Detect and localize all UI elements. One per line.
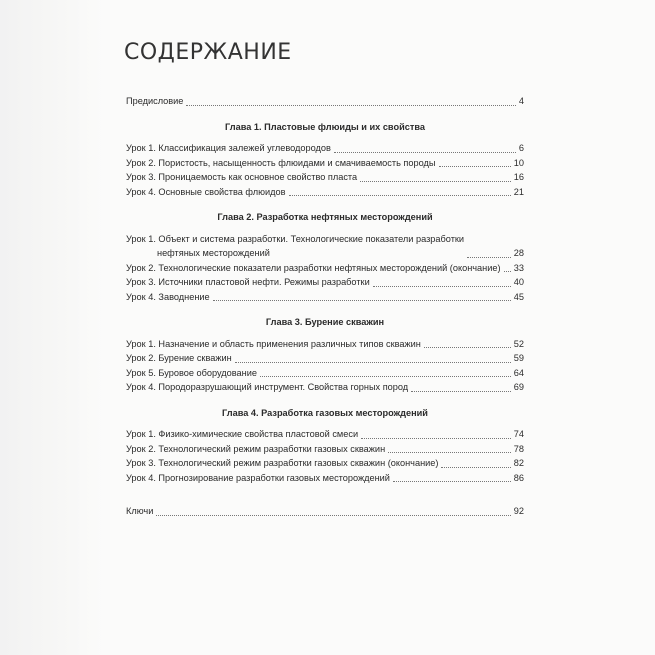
toc-entry[interactable] [126,380,524,395]
toc-entry-label: Урок 2. Бурение скважин [126,353,232,363]
toc-entry[interactable] [126,351,524,366]
page-title: СОДЕРЖАНИЕ [124,40,292,65]
toc-entry[interactable] [126,471,524,486]
page-gutter [0,0,104,655]
toc-entry-page: 64 [513,367,524,378]
leader-dots [186,105,515,106]
chapter-title[interactable]: Глава 3. Бурение скважин [265,317,385,327]
toc-entry-label: Урок 5. Буровое оборудование [126,367,257,378]
leader-dots [439,166,511,167]
toc-entry-label-line2: нефтяных месторождений [157,248,270,258]
toc-entry-label: Предисловие [126,96,184,106]
toc-entry-page: 21 [513,186,524,197]
toc-entry-label: Урок 4. Прогнозирование разработки газовых месторождений [126,472,390,483]
leader-dots [289,195,511,196]
toc-entry-page: 4 [518,96,524,106]
leader-dots [213,300,511,301]
toc-entry-page: 33 [513,262,524,273]
toc-entry-page: 82 [513,458,524,468]
toc-entry-label: Урок 1. Классификация залежей углеводородов [126,143,331,153]
toc-entry-page: 45 [513,291,524,302]
toc-entry[interactable] [126,232,524,261]
toc-entry-page: 92 [513,506,524,516]
leader-dots [235,362,511,363]
leader-dots [467,257,511,258]
toc-entry[interactable] [126,366,524,381]
leader-dots [411,391,511,392]
toc-entry-label: Урок 3. Технологический режим разработки газовых скважин (окончание) [126,458,439,468]
toc-entry-label: Урок 3. Источники пластовой нефти. Режимы разработки [126,277,370,287]
toc-entry-keys[interactable] [126,504,524,519]
toc-entry-label: Урок 4. Основные свойства флюидов [126,186,286,197]
chapter-title[interactable]: Глава 4. Разработка газовых месторождений [222,407,428,418]
toc-entry-label: Урок 2. Технологические показатели разработки нефтяных месторождений (окончание) [126,262,501,273]
toc-entry-page: 74 [513,429,524,439]
toc-entry-page: 28 [513,248,524,258]
toc-entry-label: Урок 1. Назначение и область применения различных типов скважин [126,338,421,349]
leader-dots [441,467,510,468]
toc-entry-page: 59 [513,353,524,363]
chapter-title[interactable]: Глава 1. Пластовые флюиды и их свойства [225,121,425,132]
toc-entry-page: 69 [513,382,524,392]
toc-entry[interactable] [126,290,524,305]
toc-entry[interactable] [126,156,524,171]
leader-dots [260,376,511,377]
toc-entry-label: Урок 3. Проницаемость как основное свойство пласта [126,172,358,182]
leader-dots [156,515,510,516]
toc-entry-page: 6 [518,143,524,153]
toc-entry-page: 52 [513,338,524,349]
toc-entry-label: Урок 2. Пористость, насыщенность флюидами и смачиваемость породы [126,157,436,168]
toc-entry[interactable] [126,442,524,457]
leader-dots [424,347,511,348]
leader-dots [334,152,516,153]
toc-entry-label: Урок 2. Технологический режим разработки газовых скважин [126,443,386,454]
toc-entry[interactable] [126,456,524,471]
toc-entry-label: Урок 4. Породоразрушающий инструмент. Свойства горных пород [126,382,409,392]
leader-dots [361,438,511,439]
leader-dots [388,452,511,453]
leader-dots [504,271,511,272]
toc-entry[interactable] [126,185,524,200]
toc-entry-label-line1: Урок 1. Объект и система разработки. Технологические показатели разработки [126,233,465,244]
toc-entry[interactable] [126,275,524,290]
toc-entry-label: Ключи [126,506,154,516]
toc-entry[interactable] [126,170,524,185]
toc-entry-label: Урок 4. Заводнение [126,291,210,302]
toc-entry-page: 16 [513,172,524,182]
toc-entry-page: 86 [513,472,524,483]
toc-entry[interactable] [126,261,524,276]
leader-dots [393,481,511,482]
toc-entry-page: 10 [513,157,524,168]
table-of-contents [126,94,524,519]
leader-dots [373,286,511,287]
chapter-title[interactable]: Глава 2. Разработка нефтяных месторождений [217,212,433,222]
toc-entry-page: 78 [513,443,524,454]
leader-dots [360,181,511,182]
toc-entry[interactable] [126,141,524,156]
toc-entry-label: Урок 1. Физико-химические свойства пластовой смеси [126,429,359,439]
toc-entry[interactable] [126,427,524,442]
toc-entry-page: 40 [513,277,524,287]
toc-entry[interactable] [126,337,524,352]
toc-entry-label [126,232,464,261]
toc-entry-preface[interactable] [126,94,524,109]
